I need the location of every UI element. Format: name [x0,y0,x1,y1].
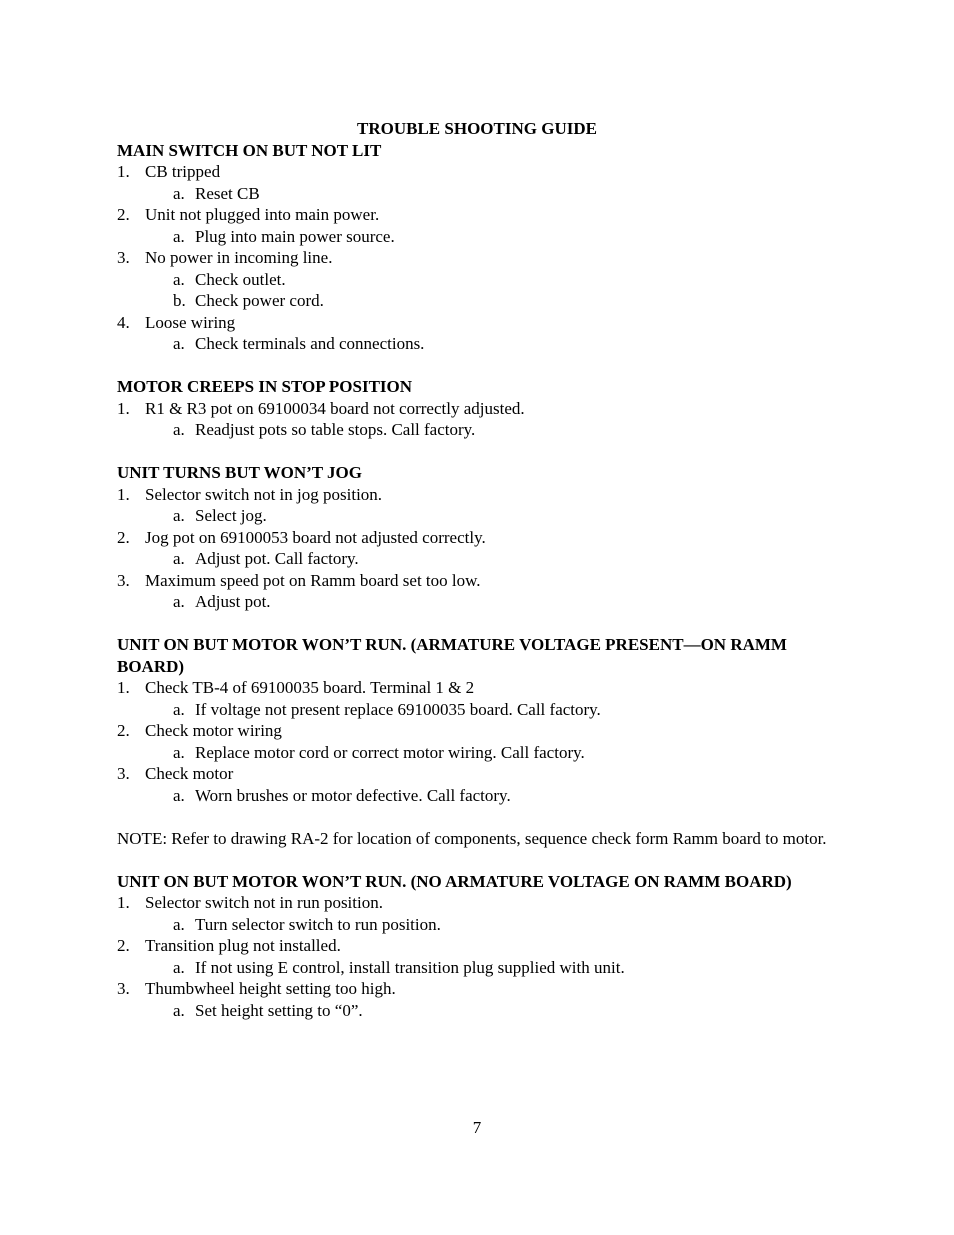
sub-item [117,183,837,205]
section-heading: UNIT TURNS BUT WON’T JOG [117,463,362,482]
spacer [117,806,837,828]
sub-item [117,591,837,613]
item-text: Maximum speed pot on Ramm board set too low. [145,570,481,590]
note-paragraph: NOTE: Refer to drawing RA-2 for location of components, sequence check form Ramm board to motor. [117,828,827,848]
item-text: Transition plug not installed. [145,936,341,955]
item-number: 1. [117,484,130,504]
spacer [117,849,837,871]
section-heading: UNIT ON BUT MOTOR WON’T RUN. (ARMATURE VOLTAGE PRESENT—ON RAMM BOARD) [117,635,787,676]
sub-item [117,914,837,936]
sub-item [117,742,837,764]
item-number: 4. [117,312,130,332]
list-item [117,312,837,334]
item-number: 3. [117,570,130,590]
sub-letter: a. [173,420,185,439]
sub-text: Check outlet. [195,269,286,289]
sub-letter: b. [173,291,186,310]
list-item [117,247,837,269]
sub-text: Turn selector switch to run position. [195,914,441,934]
list-item [117,398,837,420]
spacer [117,441,837,463]
item-text: CB tripped [145,162,221,181]
section-heading: MOTOR CREEPS IN STOP POSITION [117,377,413,396]
sub-letter: a. [173,699,185,719]
sub-letter: a. [173,1000,185,1020]
sub-letter: a. [173,549,185,568]
sub-text: Worn brushes or motor defective. Call factory. [195,785,511,805]
sub-text: Plug into main power source. [195,226,395,246]
item-text: Check TB-4 of 69100035 board. Terminal 1 & 2 [145,678,475,697]
sub-letter: a. [173,506,185,525]
sub-text: Check terminals and connections. [195,334,425,353]
sub-text: If not using E control, install transition plug supplied with unit. [195,957,625,977]
list-item [117,978,837,1000]
spacer [117,613,837,635]
list-item [117,677,837,699]
sub-item [117,419,837,441]
list-item [117,935,837,957]
sub-item [117,269,837,291]
item-number: 1. [117,162,130,181]
sub-item [117,1000,837,1022]
sub-item [117,548,837,570]
item-text: Check motor [145,764,234,783]
item-text: Unit not plugged into main power. [145,205,380,224]
item-text: Selector switch not in jog position. [145,484,383,504]
list-item [117,161,837,183]
sub-text: Set height setting to “0”. [195,1000,363,1020]
page-number: 7 [472,1118,482,1137]
spacer [117,355,837,377]
section-heading: UNIT ON BUT MOTOR WON’T RUN. (NO ARMATURE VOLTAGE ON RAMM BOARD) [117,871,792,891]
sub-letter: a. [173,183,185,203]
item-number: 1. [117,893,130,912]
sub-item [117,957,837,979]
item-text: R1 & R3 pot on 69100034 board not correctly adjusted. [145,398,525,418]
sub-letter: a. [173,742,185,762]
list-item [117,570,837,592]
item-text: Check motor wiring [145,721,282,740]
sub-item [117,505,837,527]
sub-letter: a. [173,226,185,246]
item-text: Selector switch not in run position. [145,893,383,912]
item-number: 2. [117,936,130,955]
sub-letter: a. [173,957,185,977]
item-number: 2. [117,721,130,740]
sub-item [117,333,837,355]
list-item [117,763,837,785]
section-heading: MAIN SWITCH ON BUT NOT LIT [117,140,382,160]
sub-text: Readjust pots so table stops. Call factory. [195,420,476,439]
sub-item [117,699,837,721]
page-title: TROUBLE SHOOTING GUIDE [357,119,597,138]
sub-text: Check power cord. [195,291,324,310]
sub-text: Select jog. [195,506,267,525]
sub-letter: a. [173,269,185,289]
item-number: 2. [117,205,130,224]
sub-text: Replace motor cord or correct motor wiring. Call factory. [195,742,585,762]
document-body [117,118,837,1021]
item-number: 3. [117,248,130,267]
item-text: No power in incoming line. [145,248,333,267]
sub-item [117,785,837,807]
sub-text: Adjust pot. Call factory. [195,549,359,568]
item-text: Loose wiring [145,312,236,332]
sub-letter: a. [173,914,185,934]
item-number: 1. [117,678,130,697]
item-number: 1. [117,398,130,418]
sub-item [117,226,837,248]
sub-item [117,290,837,312]
list-item [117,720,837,742]
item-text: Jog pot on 69100053 board not adjusted correctly. [145,527,486,547]
item-text: Thumbwheel height setting too high. [145,979,396,998]
item-number: 3. [117,764,130,783]
sub-letter: a. [173,334,185,353]
sub-text: If voltage not present replace 69100035 board. Call factory. [195,699,601,719]
list-item [117,484,837,506]
sub-letter: a. [173,785,185,805]
list-item [117,892,837,914]
list-item [117,204,837,226]
item-number: 2. [117,527,130,547]
sub-text: Adjust pot. [195,592,271,611]
list-item [117,527,837,549]
item-number: 3. [117,979,130,998]
sub-letter: a. [173,592,185,611]
sub-text: Reset CB [195,183,260,203]
